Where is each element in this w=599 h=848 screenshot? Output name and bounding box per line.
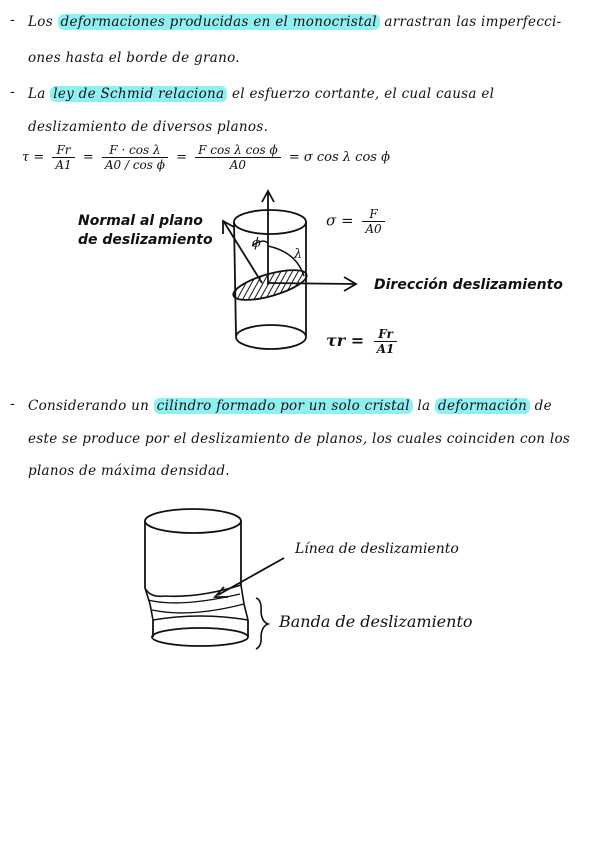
fraction: $\frac{\text{F cos λ cos ϕ}}{A0}$ bbox=[195, 143, 281, 172]
highlight-text: ley de Schmid relaciona bbox=[50, 86, 227, 102]
highlight-text: cilindro formado por un solo cristal bbox=[154, 398, 413, 414]
highlight-text: deformaciones producidas en el monocristal bbox=[58, 14, 380, 30]
tau-r-formula: τr = $\frac{Fr}{A1}$ bbox=[326, 327, 401, 356]
paragraph2-line1: La ley de Schmid relaciona el esfuerzo cortante, el cual causa el bbox=[28, 86, 495, 102]
bullet-dash: - bbox=[10, 12, 15, 28]
paragraph3-line2: este se produce por el deslizamiento de planos, los cuales coinciden con los bbox=[28, 431, 571, 447]
normal-plane-label: Normal al plano de deslizamiento bbox=[78, 213, 213, 248]
phi-symbol: ϕ bbox=[252, 236, 261, 251]
fraction: $\frac{\text{F · cos λ}}{\text{A0 / cos ϕ}}$ bbox=[102, 143, 168, 172]
bullet-dash: - bbox=[10, 396, 15, 412]
fraction: $\frac{Fr}{A1}$ bbox=[52, 143, 74, 172]
highlight-text: deformación bbox=[435, 398, 530, 414]
paragraph1-line1: Los deformaciones producidas en el monocristal arrastran las imperfecci- bbox=[28, 14, 562, 30]
bullet-dash: - bbox=[10, 84, 15, 100]
paragraph2-line2: deslizamiento de diversos planos. bbox=[28, 119, 269, 135]
paragraph1-line2: ones hasta el borde de grano. bbox=[28, 50, 240, 66]
lambda-symbol: λ bbox=[294, 247, 303, 262]
slip-line-label: Línea de deslizamiento bbox=[295, 541, 459, 557]
paragraph3-line3: planos de máxima densidad. bbox=[28, 463, 230, 479]
paragraph3-line1: Considerando un cilindro formado por un solo cristal la deformación de bbox=[28, 398, 552, 414]
sigma-formula: σ = $\frac{F}{A0}$ bbox=[326, 207, 389, 236]
slip-direction-label: Dirección deslizamiento bbox=[374, 277, 563, 293]
slip-band-label: Banda de deslizamiento bbox=[279, 612, 473, 631]
schmid-equation: τ = $\frac{Fr}{A1}$ = $\frac{\text{F · cos λ}}{\text{A0 / cos ϕ}}$ = $\frac{\text{F cos λ cos ϕ}}{A0}$ = σ cos λ cos ϕ bbox=[22, 143, 390, 172]
